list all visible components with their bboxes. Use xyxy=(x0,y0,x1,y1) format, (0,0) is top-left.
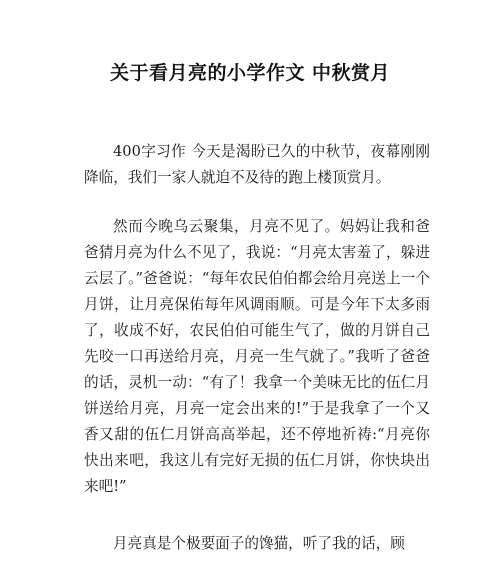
document-title: 关于看月亮的小学作文 中秋赏月 xyxy=(109,62,391,84)
paragraph-1: 400字习作 今天是渴盼已久的中秋节，夜幕刚刚降临，我们一家人就迫不及待的跑上楼顶赏月。 xyxy=(84,143,430,186)
paragraph-3: 月亮真是个极要面子的馋猫，听了我的话，顾 xyxy=(113,535,405,552)
paragraph-2: 然而今晚乌云聚集，月亮不见了。妈妈让我和爸爸猜月亮为什么不见了，我说：“月亮太害羞了，躲进云层了。”爸爸说：“每年农民伯伯都会给月亮送上一个月饼，让月亮保佑每年风调雨顺。可是今年下太多雨了，收成不好，农民伯伯可能生气了，做的月饼自己先咬一口再送给月亮，月亮一生气就了。”我听了爸爸的话，灵机一动：“有了！我拿一个美味无比的伍仁月饼送给月亮，月亮一定会出来的!”于是我拿了一个又香又甜的伍仁月饼高高举起，还不停地祈祷:“月亮你快出来吧，我这儿有完好无损的伍仁月饼，你快块出来吧!” xyxy=(84,218,430,495)
